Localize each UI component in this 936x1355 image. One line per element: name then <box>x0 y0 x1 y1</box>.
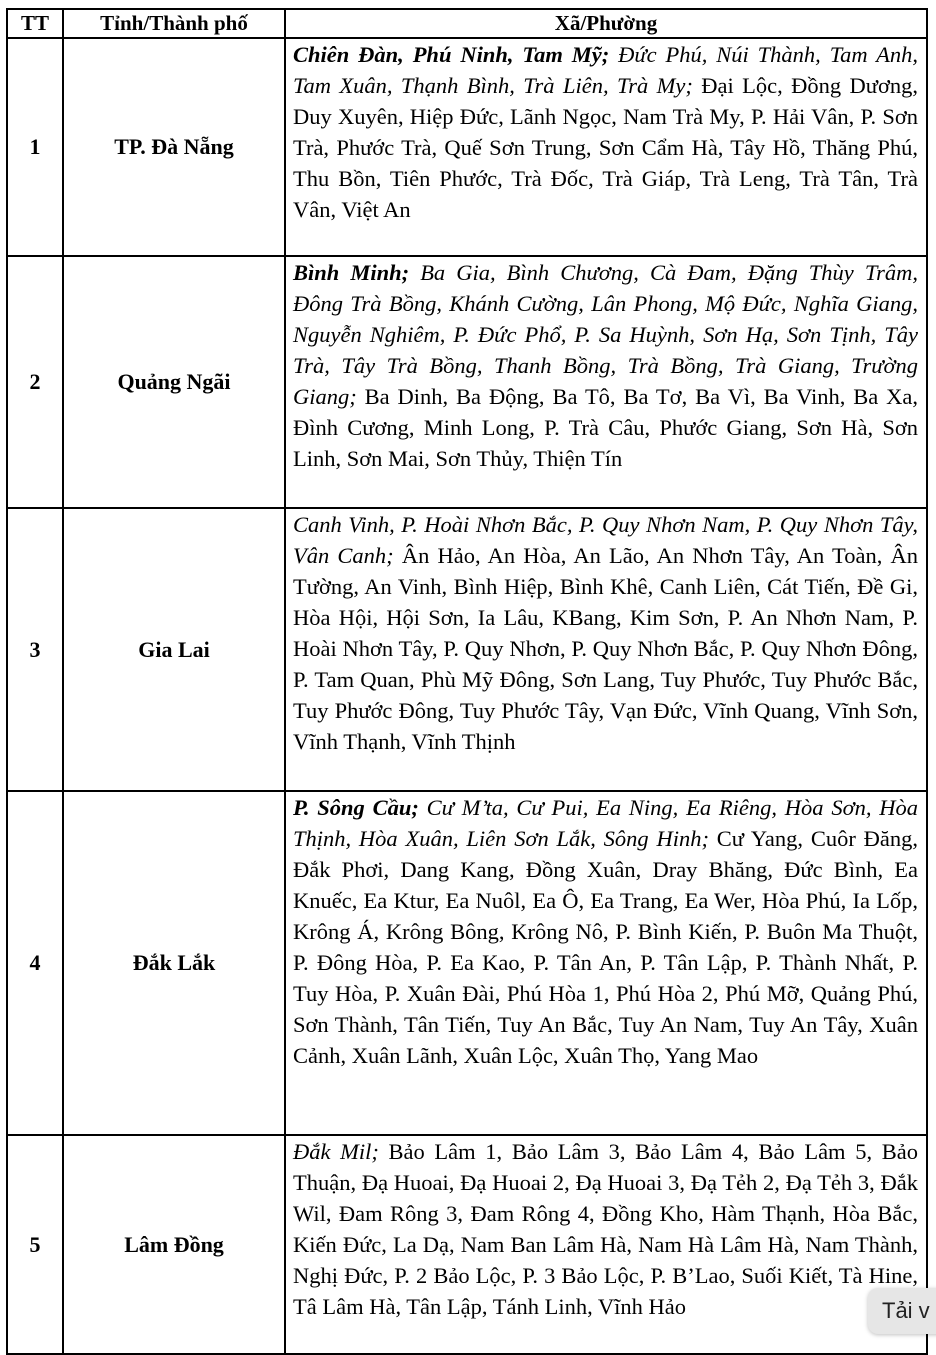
ward-list-italic: Canh Vinh, P. Hoài Nhơn Bắc, P. Quy Nhơn Nam, P. Quy Nhơn Tây, Vân Canh; <box>293 512 918 568</box>
row-number: 1 <box>7 38 63 256</box>
province-name: Quảng Ngãi <box>63 256 285 508</box>
province-name: Đắk Lắk <box>63 791 285 1135</box>
ward-list-normal: Đại Lộc, Đồng Dương, Duy Xuyên, Hiệp Đức, Lãnh Ngọc, Nam Trà My, P. Hải Vân, P. Sơn Trà, Phước Trà, Quế Sơn Trung, Sơn Cẩm Hà, Tây Hồ, Thăng Phú, Thu Bồn, Tiên Phước, Trà Đốc, Trà Giáp, Trà Leng, Trà Tân, Trà Vân, Việt An <box>293 73 918 222</box>
header-wards: Xã/Phường <box>285 9 927 38</box>
ward-list <box>285 791 927 1135</box>
ward-list-normal: Ba Dinh, Ba Động, Ba Tô, Ba Tơ, Ba Vì, Ba Vinh, Ba Xa, Đình Cương, Minh Long, P. Trà Câu, Phước Giang, Sơn Hà, Sơn Linh, Sơn Mai, Sơn Thủy, Thiện Tín <box>293 384 918 471</box>
ward-list <box>285 1135 927 1354</box>
table-row <box>7 38 927 256</box>
ward-list-bold-italic: Chiên Đàn, Phú Ninh, Tam Mỹ; <box>293 42 610 67</box>
ward-list-italic: Đức Phú, Núi Thành, Tam Anh, Tam Xuân, Thạnh Bình, Trà Liên, Trà My; <box>293 42 919 98</box>
row-number: 5 <box>7 1135 63 1354</box>
ward-list-normal: Cư Yang, Cuôr Đăng, Đắk Phơi, Dang Kang, Đồng Xuân, Dray Bhăng, Đức Bình, Ea Knuếc, Ea Ktur, Ea Nuôl, Ea Ô, Ea Trang, Ea Wer, Hòa Phú, Ia Lốp, Krông Á, Krông Bông, Krông Nô, P. Bình Kiến, P. Buôn Ma Thuột, P. Đông Hòa, P. Ea Kao, P. Tân An, P. Tân Lập, P. Thành Nhất, P. Tuy Hòa, P. Xuân Đài, Phú Hòa 1, Phú Hòa 2, Phú Mỡ, Quảng Phú, Sơn Thành, Tân Tiến, Tuy An Bắc, Tuy An Nam, Tuy An Tây, Xuân Cảnh, Xuân Lãnh, Xuân Lộc, Xuân Thọ, Yang Mao <box>293 826 918 1068</box>
province-name: TP. Đà Nẵng <box>63 38 285 256</box>
ward-list-bold-italic: P. Sông Cầu; <box>293 795 419 820</box>
header-tt: TT <box>7 9 63 38</box>
province-name: Lâm Đồng <box>63 1135 285 1354</box>
ward-list <box>285 256 927 508</box>
header-province: Tỉnh/Thành phố <box>63 9 285 38</box>
table-row <box>7 791 927 1135</box>
ward-list <box>285 38 927 256</box>
province-name: Gia Lai <box>63 508 285 791</box>
table-row <box>7 256 927 508</box>
header-row <box>7 9 927 38</box>
ward-list <box>285 508 927 791</box>
table-row <box>7 508 927 791</box>
ward-list-italic: Ba Gia, Bình Chương, Cà Đam, Đặng Thùy Trâm, Đông Trà Bồng, Khánh Cường, Lân Phong, Mộ Đức, Nghĩa Giang, Nguyễn Nghiêm, P. Đức Phổ, P. Sa Huỳnh, Sơn Hạ, Sơn Tịnh, Tây Trà, Tây Trà Bồng, Thanh Bồng, Trà Bồng, Trà Giang, Trường Giang; <box>293 260 918 409</box>
row-number: 3 <box>7 508 63 791</box>
ward-list-bold-italic: Bình Minh; <box>293 260 410 285</box>
download-button[interactable]: Tải v <box>868 1288 936 1334</box>
ward-list-normal: Ân Hảo, An Hòa, An Lão, An Nhơn Tây, An Toàn, Ân Tường, An Vinh, Bình Hiệp, Bình Khê, Canh Liên, Cát Tiến, Đề Gi, Hòa Hội, Hội Sơn, Ia Lâu, KBang, Kim Sơn, P. An Nhơn Nam, P. Hoài Nhơn Tây, P. Quy Nhơn, P. Quy Nhơn Bắc, P. Quy Nhơn Đông, P. Tam Quan, Phù Mỹ Đông, Sơn Lang, Tuy Phước, Tuy Phước Bắc, Tuy Phước Đông, Tuy Phước Tây, Vạn Đức, Vĩnh Quang, Vĩnh Sơn, Vĩnh Thạnh, Vĩnh Thịnh <box>293 543 918 754</box>
table-row <box>7 1135 927 1354</box>
ward-list-italic: Đắk Mil; <box>293 1139 379 1164</box>
ward-list-italic: Cư M’ta, Cư Pui, Ea Ning, Ea Riêng, Hòa Sơn, Hòa Thịnh, Hòa Xuân, Liên Sơn Lắk, Sông Hinh; <box>293 795 919 851</box>
province-ward-table <box>6 8 928 1355</box>
row-number: 2 <box>7 256 63 508</box>
ward-list-normal: Bảo Lâm 1, Bảo Lâm 3, Bảo Lâm 4, Bảo Lâm 5, Bảo Thuận, Đạ Huoai, Đạ Huoai 2, Đạ Huoai 3, Đạ Tẻh 2, Đạ Tẻh 3, Đắk Wil, Đam Rông 3, Đam Rông 4, Đồng Kho, Hàm Thạnh, Hòa Bắc, Kiến Đức, La Dạ, Nam Ban Lâm Hà, Nam Hà Lâm Hà, Nam Thành, Nghị Đức, P. 2 Bảo Lộc, P. 3 Bảo Lộc, P. B’Lao, Suối Kiết, Tà Hine, Tâ Lâm Hà, Tân Lập, Tánh Linh, Vĩnh Hảo <box>293 1139 918 1319</box>
row-number: 4 <box>7 791 63 1135</box>
